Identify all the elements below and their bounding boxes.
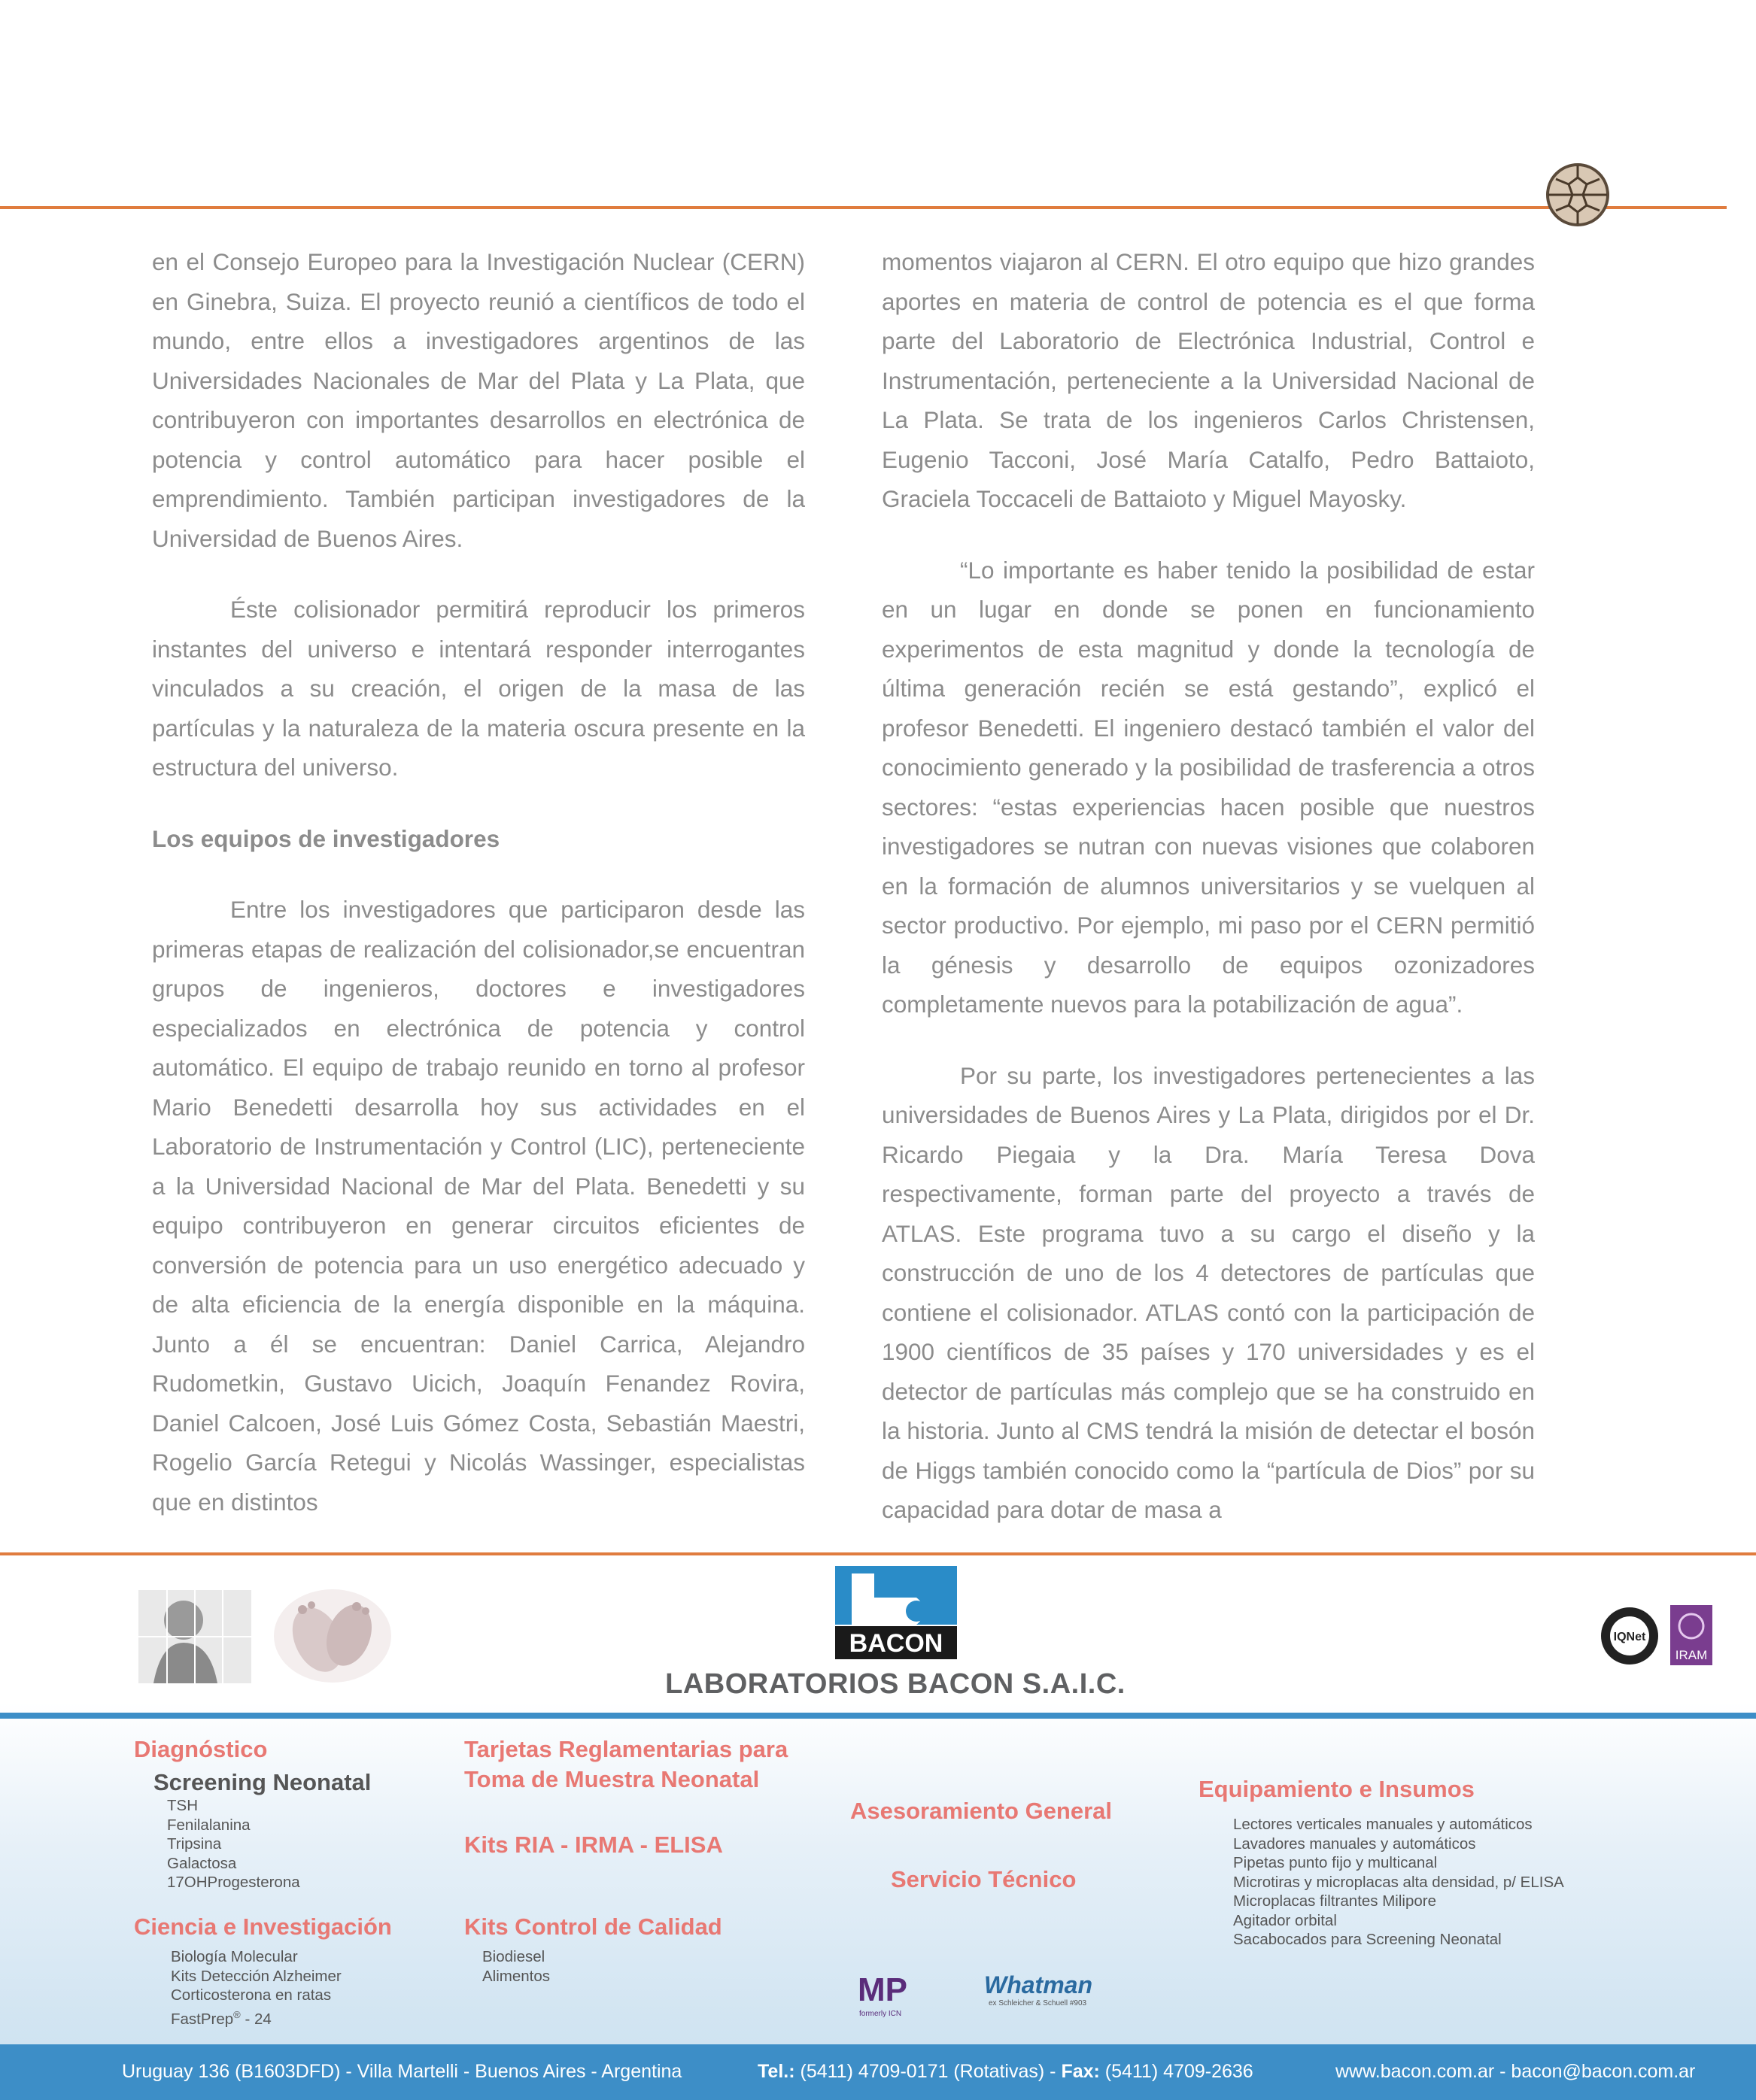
article-paragraph: Éste colisionador permitirá reproducir los primeros instantes del universo e intentará responder interrogantes vinculados a su creación, el origen de la masa de las partículas y la naturaleza de la materia oscura presente en la estructura del universo. [152,596,805,781]
article-paragraph: “Lo importante es haber tenido la posibilidad de estar en un lugar en donde se ponen en funcionamiento experimentos de esta magnitud y donde la tecnología de última generación recién se está gestando”, explicó el profesor Benedetti. El ingeniero destacó también el valor del conocimiento generado y la posibilidad de trasferencia a otros sectores: “estas experiencias hacen posible que nuestros investigadores se nutran con nuevas visiones que colaboren en la formación de alumnos universitarios y se vuelquen al sector productivo. Por ejemplo, mi paso por el CERN permitió la génesis y desarrollo de equipos ozonizadores completamente nuevos para la potabilización de agua”. [882,556,1535,1018]
tarjetas-title-line2: Toma de Muestra Neonatal [464,1766,760,1792]
address-text: Uruguay 136 (B1603DFD) - Villa Martelli - Buenos Aires - Argentina [122,2061,682,2082]
bacon-logo-text: BACON [849,1629,943,1658]
article-paragraph: en el Consejo Europeo para la Investigación Nuclear (CERN) en Ginebra, Suiza. El proyecto reunió a científicos de todo el mundo, entre ellos a investigadores argentinos de las Universidades Nacionales de Mar del Plata y La Plata, que contribuyeron con importantes desarrollos en electrónica de potencia y control automático para hacer posible el emprendimiento. También participan investigadores de la Universidad de Buenos Aires. [152,248,805,552]
diagnostico-title: Diagnóstico [134,1736,268,1762]
whatman-logo-sub: ex Schleicher & Schuell #903 [989,1999,1087,2007]
mp-logo-sub: formerly ICN [859,2010,902,2018]
iqnet-text: IQNet [1613,1631,1646,1643]
list-item: TSH [167,1797,198,1814]
list-item: Biodiesel [482,1948,545,1965]
fax-value: (5411) 4709-2636 [1099,2061,1253,2082]
list-item: Corticosterona en ratas [171,1986,332,2004]
whatman-logo [984,1972,1112,2010]
kits-control-list [482,1947,550,1986]
article-right-column [882,242,1535,1561]
ciencia-list [171,1947,342,2029]
article-paragraph: Entre los investigadores que participaron desde las primeras etapas de realización del colisionador,se encuentran grupos de ingenieros, doctores e investigadores especializados en electrónica de potencia y control automático. El equipo de trabajo reunido en torno al profesor Mario Benedetti desarrolla hoy sus actividades en el Laboratorio de Instrumentación y Control (LIC), perteneciente a la Universidad Nacional de Mar del Plata. Benedetti y su equipo contribuyeron en generar circuitos eficientes de conversión de potencia para un uso energético adecuado y de alta eficiencia de la energía disponible en la máquina. Junto a él se encuentran: Daniel Carrica, Alejandro Rudometkin, Gustavo Uicich, Joaquín Fenandez Rovira, Daniel Calcoen, José Luis Gómez Costa, Sebastián Maestri, Rogelio García Retegui y Nicolás Wassinger, especialistas que en distintos [152,896,805,1516]
article-paragraph: Por su parte, los investigadores pertenecientes a las universidades de Buenos Aires y La Plata, dirigidos por el Dr. Ricardo Piegaia y la Dra. María Teresa Dova respectivamente, forman parte del proyecto a través de ATLAS. Este programa tuvo a su cargo el diseño y la construcción de uno de los 4 detectores de partículas que contiene el colisionador. ATLAS contó con la participación de 1900 científicos de 35 países y 170 universidades y es el detector de partículas más complejo que se ha construido en la historia. Junto al CMS tendrá la misión de detectar el bosón de Higgs también conocido como la “partícula de Dios” por su capacidad para dotar de masa a [882,1061,1535,1523]
footer-orange-rule [0,1552,1756,1555]
iram-text: IRAM [1675,1648,1708,1662]
list-item: Microtiras y microplacas alta densidad, p/ ELISA [1233,1873,1564,1891]
list-item: Kits Detección Alzheimer [171,1967,342,1985]
mp-biomedicals-logo [858,1971,918,2019]
list-item: Galactosa [167,1854,237,1872]
list-item: Agitador orbital [1233,1911,1337,1929]
article-left-column [152,242,805,1553]
list-item: Pipetas punto fijo y multicanal [1233,1854,1438,1871]
company-name: LABORATORIOS BACON S.A.I.C. [665,1668,1126,1700]
phone-fax-text [758,2061,1253,2083]
list-item: Fenilalanina [167,1816,251,1834]
fastprep-registered: ® [233,2008,241,2020]
iram-certification-seal [1670,1605,1712,1665]
baby-feet-photo [272,1587,393,1685]
list-item: Sacabocados para Screening Neonatal [1233,1931,1502,1948]
fastprep-label: FastPrep [171,2010,234,2028]
tel-label: Tel.: [758,2061,795,2082]
contact-bar [0,2044,1756,2100]
section-heading: Los equipos de investigadores [152,824,500,852]
list-item: Tripsina [167,1835,222,1853]
list-item: Lavadores manuales y automáticos [1233,1834,1476,1853]
article-paragraph: momentos viajaron al CERN. El otro equipo que hizo grandes aportes en materia de control de potencia es el que forma parte del Laboratorio de Electrónica Industrial, Control e Instrumentación, perteneciente a la Universidad Nacional de La Plata. Se trata de los ingenieros Carlos Christensen, Eugenio Tacconi, José María Catalfo, Pedro Battaioto, Graciela Toccaceli de Battaioto y Miguel Mayosky. [882,248,1535,512]
servicio-tecnico-title: Servicio Técnico [891,1866,1077,1892]
kits-control-title: Kits Control de Calidad [464,1913,722,1940]
whatman-logo-text: Whatman [984,1972,1092,1998]
tarjetas-title-line1: Tarjetas Reglamentarias para [464,1736,788,1762]
list-item [171,2005,342,2029]
mp-logo-text: MP [858,1971,907,2008]
equipamiento-title: Equipamiento e Insumos [1199,1776,1475,1802]
list-item: Biología Molecular [171,1948,298,1965]
tel-value: (5411) 4709-0171 (Rotativas) - [794,2061,1062,2082]
child-puzzle-photo [138,1590,251,1683]
fullerene-molecule-icon [1544,161,1612,229]
list-item: Microplacas filtrantes Milipore [1233,1892,1437,1910]
ciencia-title: Ciencia e Investigación [134,1913,392,1940]
list-item: Alimentos [482,1967,551,1985]
equipamiento-list [1233,1815,1564,1950]
web-email-link[interactable]: www.bacon.com.ar - bacon@bacon.com.ar [1335,2061,1696,2082]
screening-neonatal-title: Screening Neonatal [153,1769,372,1795]
iqnet-certification-seal [1600,1606,1660,1666]
list-item: 17OHProgesterona [167,1874,300,1891]
kits-ria-title: Kits RIA - IRMA - ELISA [464,1831,723,1858]
top-orange-rule [0,206,1727,209]
fastprep-suffix: - 24 [240,2010,272,2028]
footer-blue-rule [0,1713,1756,1719]
diagnostico-list [167,1796,300,1892]
asesoramiento-title: Asesoramiento General [850,1798,1113,1824]
bacon-logo [835,1566,957,1659]
list-item: Lectores verticales manuales y automáticos [1233,1816,1533,1833]
fax-label: Fax: [1061,2061,1100,2082]
